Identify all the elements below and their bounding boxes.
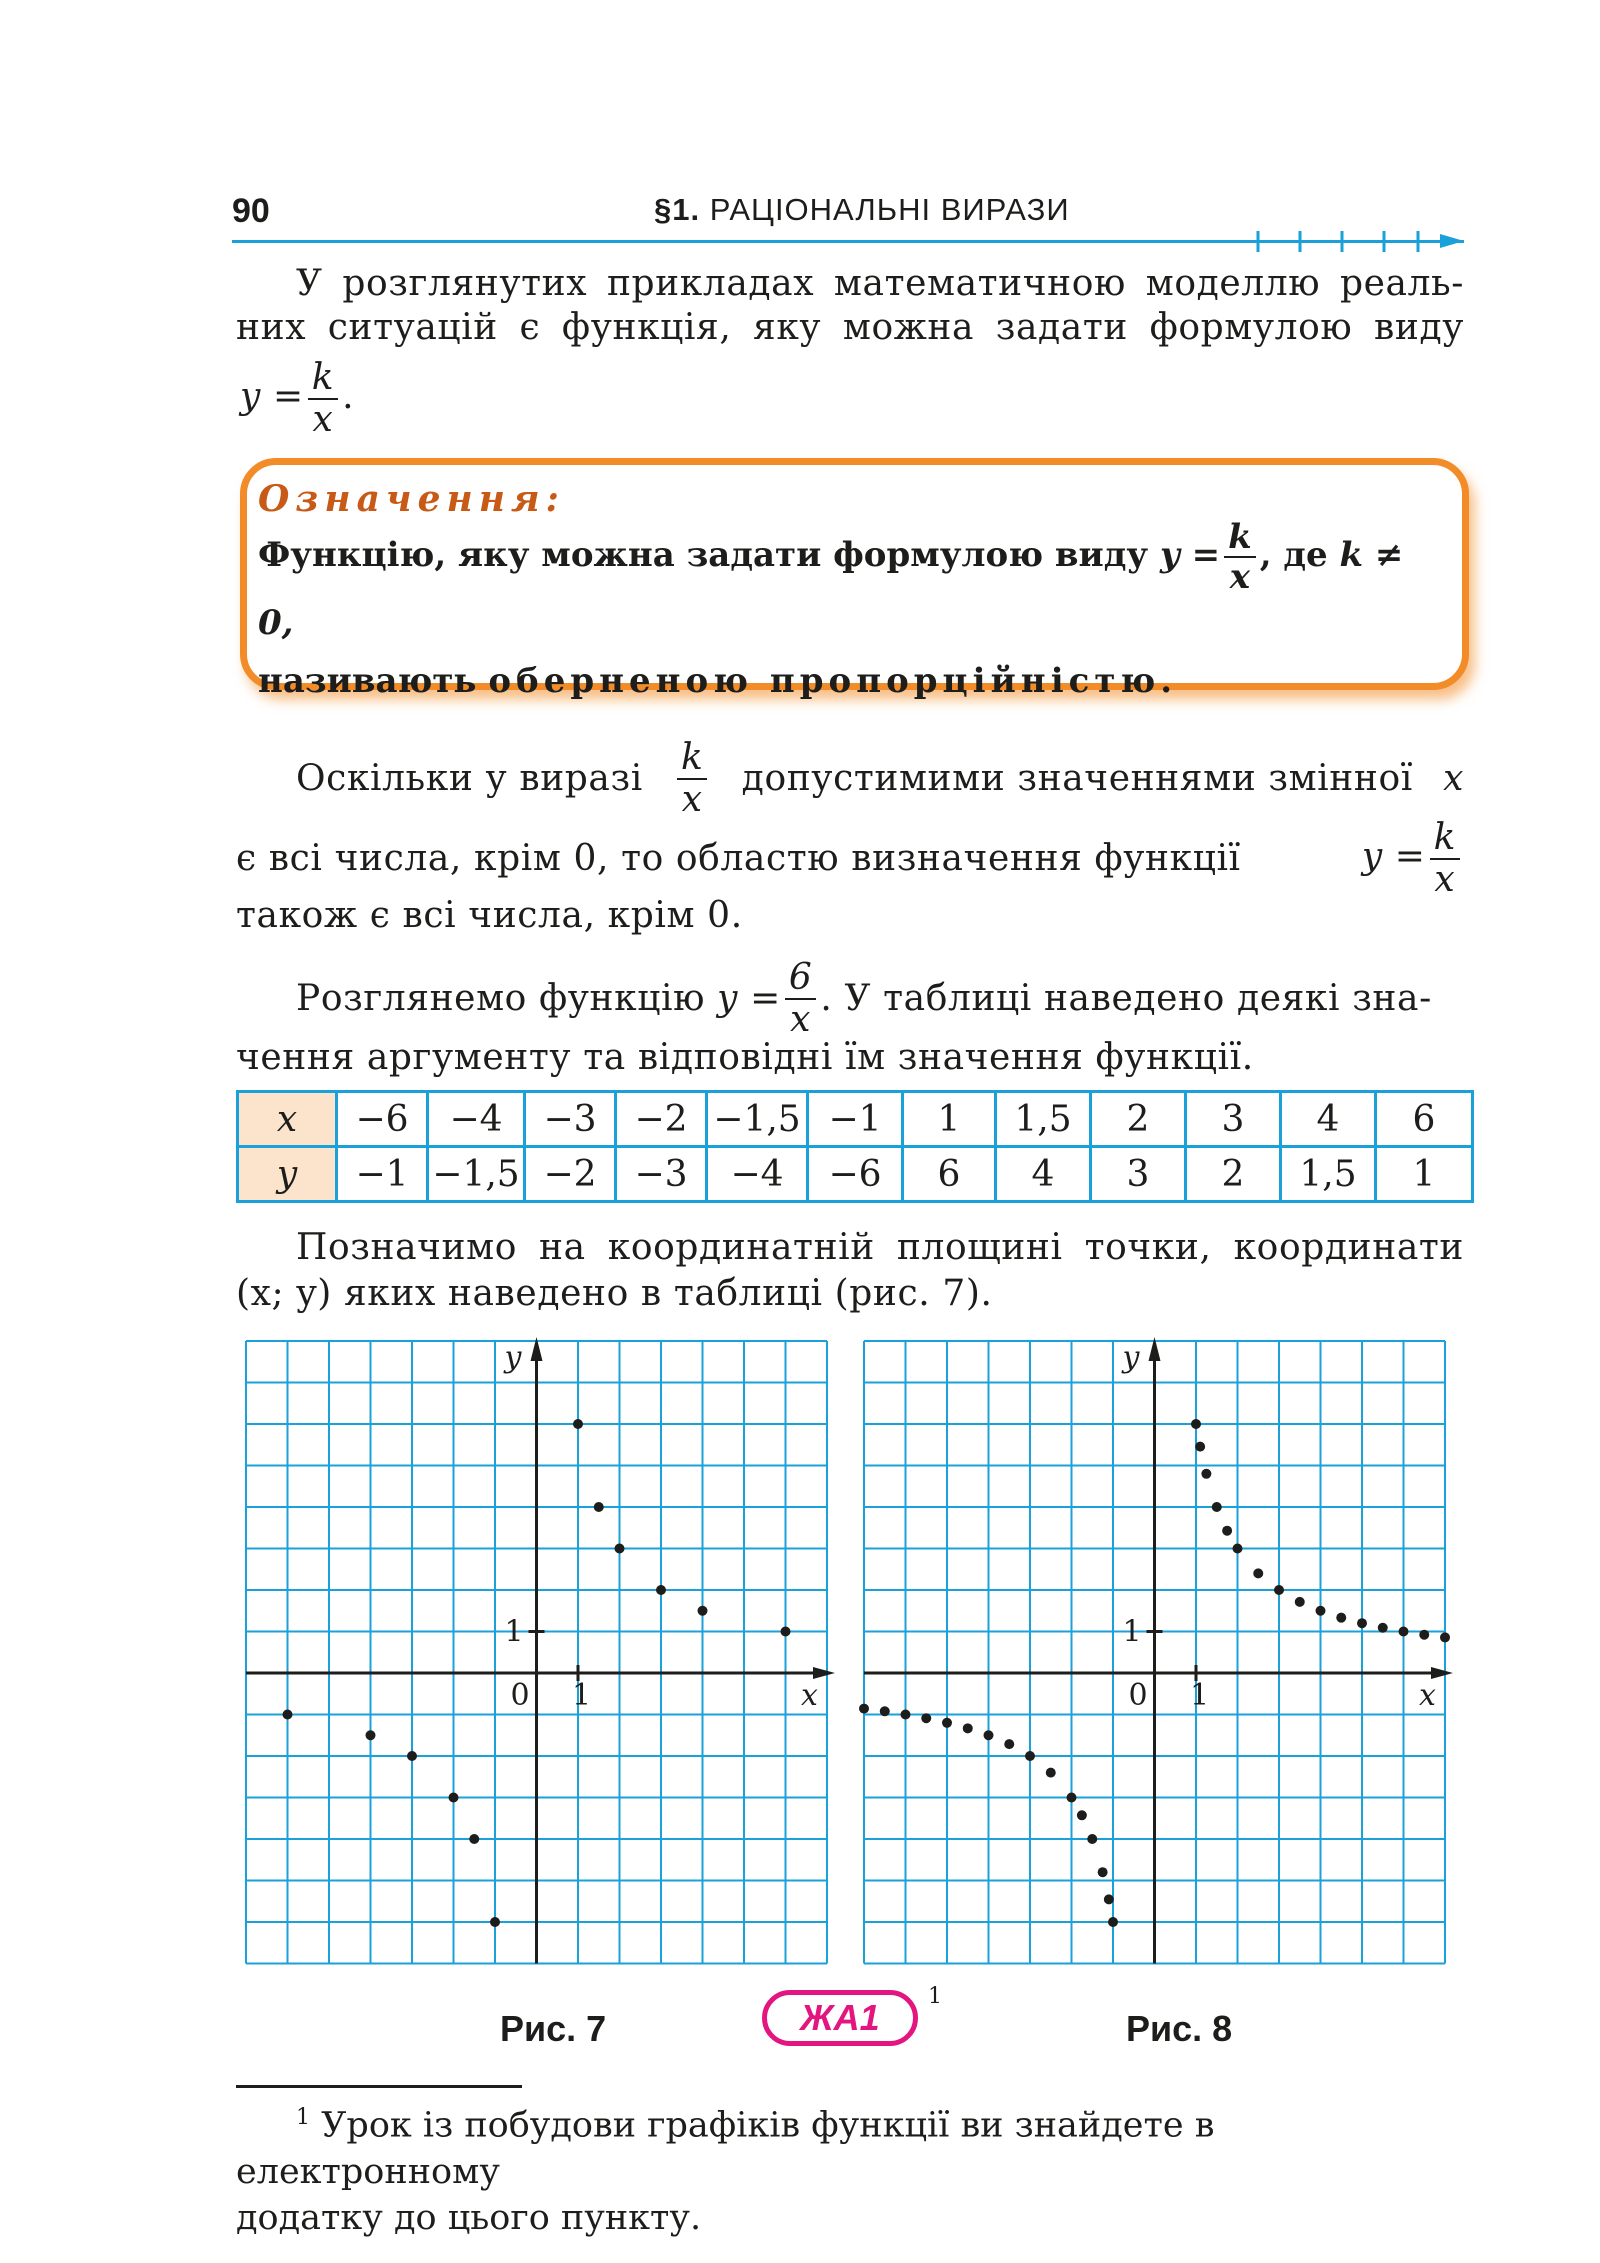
table-cell: −6 bbox=[337, 1092, 428, 1147]
intro-line-2: них ситуацій є функція, яку можна задати формулою виду bbox=[236, 307, 1464, 348]
figure-7-caption: Рис. 7 bbox=[500, 2008, 607, 2049]
data-point bbox=[901, 1710, 911, 1720]
y-unit-label: 1 bbox=[1122, 1614, 1142, 1650]
domain-formula-y: y = bbox=[1361, 836, 1426, 877]
intro-line-1: У розглянутих прикладах математичною моделлю реаль- bbox=[296, 263, 1464, 304]
consider-text-b: . У таблиці наведено деякі зна- bbox=[820, 978, 1432, 1019]
figure-8-chart bbox=[858, 1325, 1458, 1985]
footnote-line-2: додатку до цього пункту. bbox=[236, 2197, 702, 2238]
table-cell: −1 bbox=[337, 1147, 428, 1202]
table-cell: 6 bbox=[1376, 1092, 1473, 1147]
data-point bbox=[615, 1544, 625, 1554]
plot-text-line-1: Позначимо на координатній площині точки, координати bbox=[296, 1227, 1464, 1268]
table-header-x: x bbox=[238, 1092, 337, 1147]
data-point bbox=[781, 1627, 791, 1637]
formula-y: y = bbox=[240, 376, 304, 417]
data-point bbox=[1295, 1597, 1305, 1607]
data-point bbox=[1378, 1623, 1388, 1633]
figure-7-chart bbox=[240, 1325, 840, 1985]
fraction-denominator: x bbox=[790, 999, 812, 1040]
footnote bbox=[236, 2095, 1464, 2241]
formula-end: . bbox=[342, 376, 355, 417]
domain-text-line2: є всі числа, крім 0, то областю визначення функції bbox=[236, 838, 1241, 879]
y-unit-label: 1 bbox=[504, 1614, 524, 1650]
definition-text-a: Функцію, яку можна задати формулою виду bbox=[258, 535, 1149, 575]
table-cell: 1 bbox=[903, 1092, 996, 1147]
table-cell: 6 bbox=[903, 1147, 996, 1202]
data-point bbox=[1222, 1526, 1232, 1536]
domain-line-3: також є всі числа, крім 0. bbox=[236, 895, 743, 936]
data-point bbox=[594, 1502, 604, 1512]
figure-8-caption: Рис. 8 bbox=[1126, 2008, 1233, 2049]
fraction-denominator: x bbox=[1434, 859, 1456, 900]
data-point bbox=[1419, 1630, 1429, 1640]
data-point bbox=[1201, 1469, 1211, 1479]
data-point bbox=[1004, 1739, 1014, 1749]
x-axis-label: x bbox=[801, 1678, 818, 1713]
table-cell: −2 bbox=[525, 1147, 616, 1202]
y-axis-label: y bbox=[1122, 1340, 1140, 1375]
fraction-denominator: x bbox=[1229, 557, 1251, 597]
origin-label: 0 bbox=[510, 1678, 530, 1713]
table-cell: −2 bbox=[616, 1092, 707, 1147]
domain-fraction bbox=[677, 737, 707, 820]
table-cell: −6 bbox=[808, 1147, 903, 1202]
data-point bbox=[1316, 1606, 1326, 1616]
definition-text-c: називають bbox=[258, 661, 477, 701]
data-point bbox=[1357, 1618, 1367, 1628]
publisher-logo: ЖА1 bbox=[762, 1990, 918, 2046]
table-cell: −1,5 bbox=[428, 1147, 525, 1202]
formula-fraction bbox=[308, 357, 338, 440]
data-point bbox=[1212, 1502, 1222, 1512]
data-point bbox=[1077, 1810, 1087, 1820]
data-point bbox=[407, 1751, 417, 1761]
x-axis-label: x bbox=[1419, 1678, 1436, 1713]
table-cell: 1,5 bbox=[1281, 1147, 1376, 1202]
data-point bbox=[1067, 1793, 1077, 1803]
footnote-rule bbox=[236, 2085, 522, 2088]
data-point bbox=[1191, 1419, 1201, 1429]
consider-fraction bbox=[785, 957, 817, 1040]
consider-formula-y: y = bbox=[717, 978, 781, 1019]
data-point bbox=[698, 1606, 708, 1616]
plot-text-line-2: (x; y) яких наведено в таблиці (рис. 7). bbox=[236, 1273, 993, 1314]
fraction-denominator: x bbox=[681, 779, 703, 820]
arrow-icon bbox=[1250, 226, 1470, 256]
data-point bbox=[656, 1585, 666, 1595]
table-cell: −4 bbox=[428, 1092, 525, 1147]
x-unit-label: 1 bbox=[1190, 1678, 1210, 1713]
table-cell: 2 bbox=[1186, 1147, 1281, 1202]
fraction-numerator: k bbox=[1224, 520, 1256, 558]
table-cell: 1,5 bbox=[996, 1092, 1091, 1147]
consider-text-a: Розглянемо функцію bbox=[296, 978, 706, 1019]
definition-text-d: . bbox=[1160, 661, 1173, 701]
fraction-numerator: k bbox=[677, 740, 707, 780]
table-cell: −1,5 bbox=[707, 1092, 808, 1147]
data-point bbox=[449, 1793, 459, 1803]
data-point bbox=[1399, 1627, 1409, 1637]
domain-text-b: допустимими значеннями змінної bbox=[741, 758, 1413, 799]
table-header-y: y bbox=[238, 1147, 337, 1202]
values-table bbox=[236, 1090, 1474, 1203]
footnote-reference: 1 bbox=[928, 1984, 942, 2009]
data-point bbox=[283, 1710, 293, 1720]
data-point bbox=[469, 1834, 479, 1844]
data-point bbox=[573, 1419, 583, 1429]
definition-condition: k ≠ 0, bbox=[258, 535, 1404, 643]
y-axis-label: y bbox=[504, 1340, 522, 1375]
fraction-numerator: k bbox=[1430, 820, 1460, 860]
definition-text bbox=[258, 517, 1444, 710]
data-point bbox=[1274, 1585, 1284, 1595]
fraction-numerator: 6 bbox=[785, 960, 817, 1000]
origin-label: 0 bbox=[1128, 1678, 1148, 1713]
domain-text-a: Оскільки у виразі bbox=[296, 758, 643, 799]
definition-text-b: , де bbox=[1259, 535, 1328, 575]
consider-line-2: чення аргументу та відповідні їм значення функції. bbox=[236, 1037, 1254, 1078]
domain-variable: x bbox=[1443, 758, 1464, 799]
data-point bbox=[490, 1917, 500, 1927]
definition-formula-y: y = bbox=[1160, 535, 1221, 575]
data-point bbox=[880, 1706, 890, 1716]
table-cell: 4 bbox=[1281, 1092, 1376, 1147]
table-cell: −3 bbox=[616, 1147, 707, 1202]
data-point bbox=[942, 1718, 952, 1728]
table-cell: 4 bbox=[996, 1147, 1091, 1202]
table-cell: 3 bbox=[1091, 1147, 1186, 1202]
table-cell: −3 bbox=[525, 1092, 616, 1147]
fraction-numerator: k bbox=[308, 360, 338, 400]
data-point bbox=[1025, 1751, 1035, 1761]
section-number: §1. bbox=[654, 192, 701, 227]
footnote-line-1: Урок із побудови графіків функції ви знайдете в електронному bbox=[236, 2105, 1215, 2192]
table-cell: 3 bbox=[1186, 1092, 1281, 1147]
table-cell: −4 bbox=[707, 1147, 808, 1202]
page-number: 90 bbox=[232, 192, 270, 230]
data-point bbox=[859, 1704, 869, 1714]
intro-formula bbox=[240, 357, 355, 440]
data-point bbox=[1195, 1442, 1205, 1452]
section-header bbox=[654, 192, 1070, 228]
x-unit-label: 1 bbox=[572, 1678, 592, 1713]
footnote-mark: 1 bbox=[296, 2105, 310, 2130]
data-point bbox=[1046, 1768, 1056, 1778]
definition-title: Означення: bbox=[258, 478, 565, 520]
table-row-y bbox=[238, 1147, 1473, 1202]
data-point bbox=[1440, 1632, 1450, 1642]
data-point bbox=[366, 1730, 376, 1740]
domain-line-1 bbox=[296, 737, 1464, 820]
data-point bbox=[1233, 1544, 1243, 1554]
data-point bbox=[1104, 1894, 1114, 1904]
table-cell: 1 bbox=[1376, 1147, 1473, 1202]
section-title: РАЦІОНАЛЬНІ ВИРАЗИ bbox=[709, 192, 1070, 227]
table-row-x bbox=[238, 1092, 1473, 1147]
data-point bbox=[921, 1713, 931, 1723]
definition-fraction bbox=[1224, 517, 1256, 597]
domain-line-2 bbox=[236, 817, 1464, 900]
fraction-denominator: x bbox=[312, 399, 334, 440]
table-cell: −1 bbox=[808, 1092, 903, 1147]
domain-formula bbox=[1361, 817, 1464, 900]
data-point bbox=[1108, 1917, 1118, 1927]
data-point bbox=[1087, 1834, 1097, 1844]
table-cell: 2 bbox=[1091, 1092, 1186, 1147]
consider-line-1 bbox=[296, 957, 1464, 1040]
data-point bbox=[1098, 1867, 1108, 1877]
definition-term: оберненою пропорційністю bbox=[488, 661, 1161, 701]
data-point bbox=[1253, 1568, 1263, 1578]
data-point bbox=[963, 1723, 973, 1733]
domain-formula-fraction bbox=[1430, 817, 1460, 900]
data-point bbox=[984, 1730, 994, 1740]
data-point bbox=[1336, 1613, 1346, 1623]
